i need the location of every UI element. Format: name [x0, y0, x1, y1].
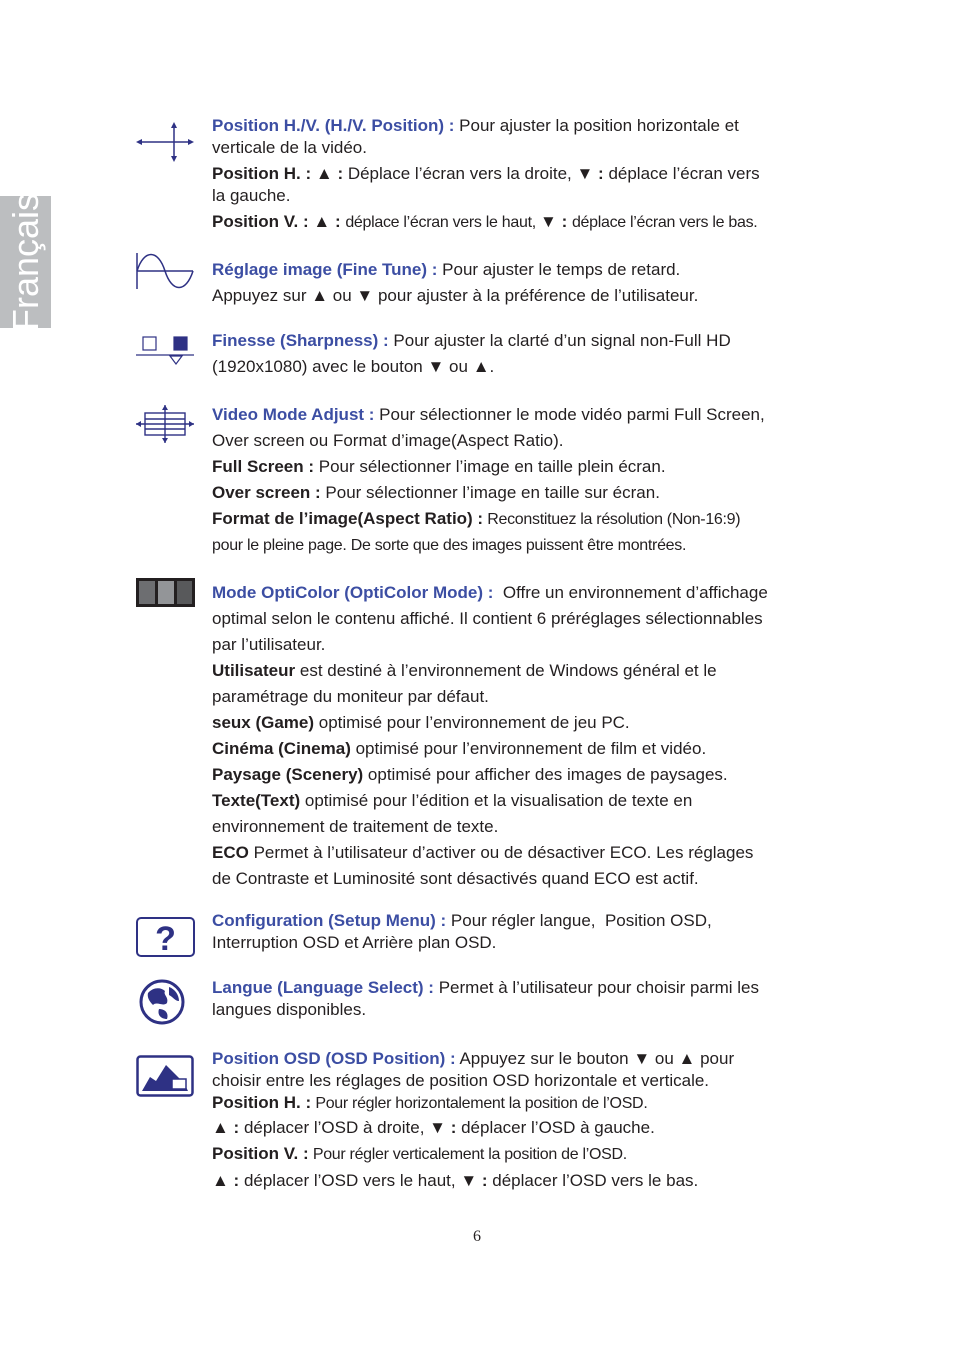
opticolor-cinema-line — [212, 736, 832, 762]
page-number: 6 — [473, 1228, 481, 1245]
language-side-tab — [0, 192, 51, 332]
up-arrow: ▲ — [472, 357, 490, 376]
format-label: Format de l’image(Aspect Ratio) : — [212, 509, 484, 528]
globe-icon — [139, 979, 185, 1025]
finetune-line-1 — [212, 257, 832, 283]
position-line-1 — [212, 115, 832, 137]
osd-v-text: Pour régler verticalement la position de l’OSD. — [308, 1146, 627, 1163]
colon: : — [556, 212, 572, 231]
setup-line-1 — [212, 910, 832, 932]
sharpness-l2b: ou — [444, 357, 473, 376]
opticolor-text-line — [212, 788, 832, 814]
sine-wave-icon — [136, 251, 194, 291]
videomode-format-line — [212, 506, 832, 533]
down-arrow: ▼ — [429, 1118, 446, 1137]
cinema-label: Cinéma (Cinema) — [212, 739, 351, 758]
text-label: Texte(Text) — [212, 791, 301, 810]
colon: : — [477, 1171, 493, 1190]
up-arrow: ▲ — [315, 164, 333, 183]
position-h-cont — [212, 185, 832, 207]
osd-h-text: Pour régler horizontalement la position de l’OSD. — [311, 1095, 648, 1112]
opticolor-line-2 — [212, 606, 832, 632]
position-desc-1: Pour ajuster la position horizontale et — [454, 116, 739, 135]
language-desc-1: Permet à l’utilisateur pour choisir parmi les — [433, 978, 759, 997]
opticolor-desc-2: optimal selon le contenu affiché. Il contient 6 préréglages sélectionnables — [212, 609, 763, 628]
videomode-desc-2: Over screen ou Format d’image(Aspect Ratio). — [212, 431, 564, 450]
sharpness-desc-1: Pour ajuster la clarté d’un signal non-Full HD — [388, 331, 731, 350]
osdpos-desc-1c: pour — [695, 1049, 735, 1068]
down-arrow: ▼ — [633, 1049, 651, 1068]
sharpness-icon — [136, 334, 194, 368]
position-arrows-icon — [136, 122, 194, 162]
videomode-full-line — [212, 454, 832, 480]
opticolor-icon — [136, 578, 195, 607]
position-h-cont-text: la gauche. — [212, 186, 291, 205]
opticolor-scenery-line — [212, 762, 832, 788]
up-arrow: ▲ — [212, 1171, 229, 1190]
opticolor-line-3 — [212, 632, 832, 658]
language-line-1 — [212, 977, 832, 999]
osd-v-label: Position V. : — [212, 1144, 309, 1163]
videomode-desc-1: Pour sélectionner le mode vidéo parmi Full Screen, — [374, 405, 765, 424]
videomode-title: Video Mode Adjust : — [212, 405, 375, 424]
sharpness-title: Finesse (Sharpness) : — [212, 331, 389, 350]
text-cont-text: environnement de traitement de texte. — [212, 817, 499, 836]
finetune-l2c: pour ajuster à la préférence de l’utilisateur. — [373, 286, 699, 305]
colon: : — [593, 164, 609, 183]
opticolor-desc-3: par l’utilisateur. — [212, 635, 326, 654]
sharpness-section — [212, 328, 832, 380]
eco-label: ECO — [212, 843, 249, 862]
osdpos-v-line — [212, 1141, 832, 1168]
over-screen-text: Pour sélectionner l’image en taille sur écran. — [320, 483, 660, 502]
osdpos-line-1 — [212, 1048, 832, 1070]
osdpos-v-arrows-line — [212, 1168, 832, 1194]
finetune-line-2 — [212, 283, 832, 309]
setup-desc-1: Pour régler langue, Position OSD, — [446, 911, 712, 930]
down-arrow: ▼ — [427, 357, 445, 376]
user-label: Utilisateur — [212, 661, 296, 680]
opticolor-eco-cont — [212, 866, 832, 892]
language-title: Langue (Language Select) : — [212, 978, 434, 997]
position-h-line — [212, 163, 832, 185]
down-arrow: ▼ — [576, 164, 594, 183]
opticolor-title: Mode OptiColor (OptiColor Mode) : — [212, 583, 494, 602]
opticolor-game-line — [212, 710, 832, 736]
language-section — [212, 977, 832, 1021]
eco-text: Permet à l’utilisateur d’activer ou de désactiver ECO. Les réglages — [248, 843, 754, 862]
up-arrow: ▲ — [678, 1049, 696, 1068]
opticolor-user-cont — [212, 684, 832, 710]
language-desc-2: langues disponibles. — [212, 1000, 367, 1019]
full-screen-label: Full Screen : — [212, 457, 315, 476]
colon: : — [332, 164, 348, 183]
up-arrow: ▲ — [212, 1118, 229, 1137]
full-screen-text: Pour sélectionner l’image en taille plein écran. — [314, 457, 666, 476]
osd-v-down-text: déplacer l’OSD vers le bas. — [492, 1171, 699, 1190]
over-screen-label: Over screen : — [212, 483, 321, 502]
setup-question-icon — [136, 917, 195, 957]
position-v-line — [212, 211, 832, 234]
scenery-label: Paysage (Scenery) — [212, 765, 364, 784]
opticolor-user-line — [212, 658, 832, 684]
position-v-down-text: déplace l’écran vers le bas. — [571, 214, 758, 231]
format-cont-text: pour le pleine page. De sorte que des images puissent être montrées. — [212, 537, 687, 554]
opticolor-section — [212, 580, 832, 892]
text-text: optimisé pour l’édition et la visualisation de texte en — [300, 791, 693, 810]
sharpness-line-1 — [212, 328, 832, 354]
position-section — [212, 115, 832, 234]
position-title: Position H./V. (H./V. Position) : — [212, 116, 455, 135]
videomode-line-2 — [212, 428, 832, 454]
user-text: est destiné à l’environnement de Windows général et le — [295, 661, 717, 680]
colon: : — [445, 1118, 462, 1137]
osd-h-down-text: déplacer l’OSD à gauche. — [461, 1118, 655, 1137]
position-h-label: Position H. : — [212, 164, 316, 183]
setup-title: Configuration (Setup Menu) : — [212, 911, 447, 930]
osd-h-up-text: déplacer l’OSD à droite, — [243, 1118, 430, 1137]
eco-cont-text: de Contraste et Luminosité sont désactivés quand ECO est actif. — [212, 869, 699, 888]
finetune-l2b: ou — [328, 286, 357, 305]
osdpos-h-line — [212, 1092, 832, 1115]
videomode-line-1 — [212, 402, 832, 428]
position-line-2 — [212, 137, 832, 159]
format-text: Reconstituez la résolution (Non-16:9) — [483, 511, 741, 528]
down-arrow: ▼ — [540, 212, 557, 231]
osdpos-title: Position OSD (OSD Position) : — [212, 1049, 456, 1068]
svg-text:?: ? — [155, 920, 176, 957]
up-arrow: ▲ — [311, 286, 329, 305]
osdpos-section — [212, 1048, 832, 1194]
videomode-over-line — [212, 480, 832, 506]
opticolor-desc-1: Offre un environnement d’affichage — [493, 583, 768, 602]
setup-desc-2: Interruption OSD et Arrière plan OSD. — [212, 933, 497, 952]
down-arrow: ▼ — [460, 1171, 478, 1190]
position-v-label: Position V. : — [212, 212, 314, 231]
sharpness-l2c: . — [489, 357, 495, 376]
position-desc-2: verticale de la vidéo. — [212, 138, 367, 157]
osdpos-desc-1a: Appuyez sur le bouton — [455, 1049, 634, 1068]
video-mode-icon — [136, 405, 194, 443]
language-tab-label: Français — [4, 192, 46, 332]
colon: : — [330, 212, 346, 231]
opticolor-eco-line — [212, 840, 832, 866]
user-cont-text: paramétrage du moniteur par défaut. — [212, 687, 489, 706]
position-h-up-text: Déplace l’écran vers la droite, — [347, 164, 577, 183]
osd-position-icon — [136, 1055, 194, 1097]
position-v-up-text: déplace l’écran vers le haut, — [345, 214, 541, 231]
setup-section — [212, 910, 832, 954]
osd-v-up-text: déplacer l’OSD vers le haut, — [243, 1171, 461, 1190]
position-h-down-text: déplace l’écran vers — [608, 164, 760, 183]
finetune-section — [212, 257, 832, 309]
sharpness-line-2 — [212, 354, 832, 380]
language-line-2 — [212, 999, 832, 1021]
colon: : — [228, 1171, 244, 1190]
videomode-format-cont — [212, 533, 832, 559]
finetune-l2a: Appuyez sur — [212, 286, 312, 305]
finetune-title: Réglage image (Fine Tune) : — [212, 260, 438, 279]
osdpos-line-2 — [212, 1070, 832, 1092]
osd-h-label: Position H. : — [212, 1093, 312, 1112]
finetune-desc-1: Pour ajuster le temps de retard. — [437, 260, 681, 279]
setup-line-2 — [212, 932, 832, 954]
osdpos-desc-1b: ou — [650, 1049, 679, 1068]
game-label: seux (Game) — [212, 713, 315, 732]
cinema-text: optimisé pour l’environnement de film et vidéo. — [350, 739, 707, 758]
game-text: optimisé pour l’environnement de jeu PC. — [314, 713, 630, 732]
sharpness-l2a: (1920x1080) avec le bouton — [212, 357, 428, 376]
colon: : — [228, 1118, 244, 1137]
opticolor-text-cont — [212, 814, 832, 840]
up-arrow: ▲ — [313, 212, 331, 231]
down-arrow: ▼ — [356, 286, 374, 305]
opticolor-line-1 — [212, 580, 832, 606]
osdpos-h-arrows-line — [212, 1115, 832, 1141]
scenery-text: optimisé pour afficher des images de paysages. — [363, 765, 728, 784]
osdpos-desc-2: choisir entre les réglages de position OSD horizontale et verticale. — [212, 1071, 710, 1090]
videomode-section — [212, 402, 832, 559]
